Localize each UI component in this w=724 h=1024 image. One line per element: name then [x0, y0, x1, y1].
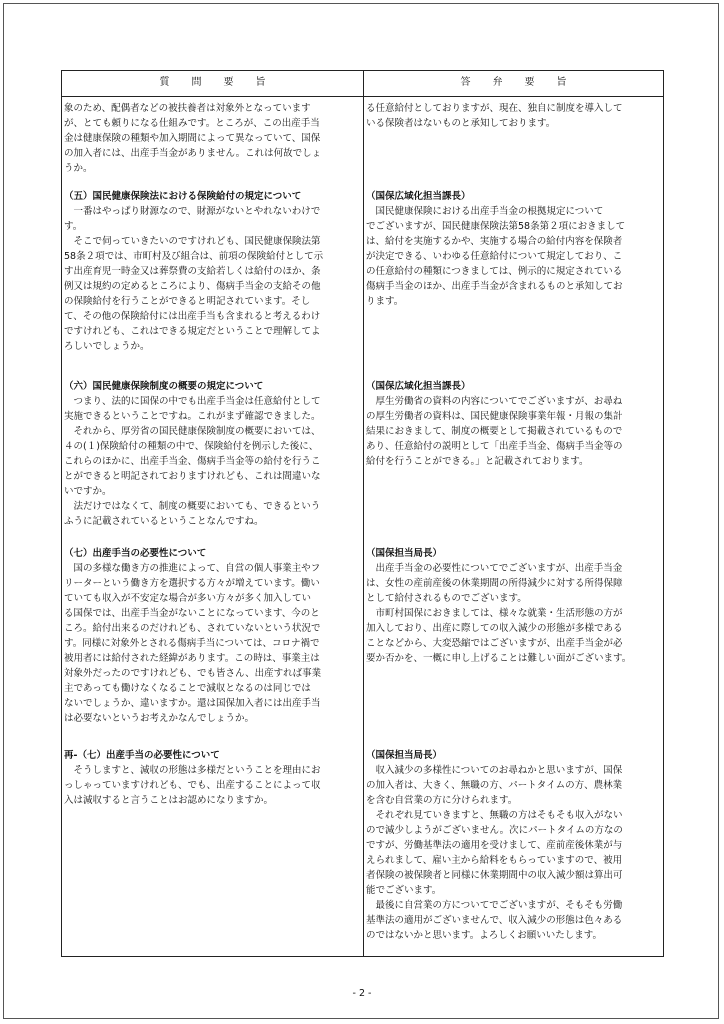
- answer-text-line: として給付されるものでございます。: [366, 593, 527, 604]
- question-block: [64, 748, 360, 808]
- answer-text-line: あり、任意給付の説明として「出産手当金、傷病手当金等の: [366, 441, 623, 452]
- header-char: 要: [524, 77, 535, 88]
- question-text-line: ４の(１)保険給付の種類の中で、保険給付を例示した後に、: [64, 441, 319, 452]
- question-text-line: す。: [64, 221, 83, 232]
- answer-block: [366, 189, 662, 309]
- answer-heading: （国保広域化担当課長）: [366, 381, 471, 392]
- answer-text-line: は、女性の産前産後の休業期間の所得減少に対する所得保障: [366, 578, 623, 589]
- question-text-line: いですか。: [64, 486, 112, 497]
- answer-text-line: 市町村国保におきましては、様々な就業・生活形態の方が: [366, 608, 623, 619]
- question-text-line: そうしますと、減収の形態は多様だということを理由にお: [64, 765, 321, 776]
- answer-text-line: の厚生労働者の資料は、国民健康保険事業年報・月報の集計: [366, 411, 623, 422]
- answer-heading: （国保担当局長）: [366, 548, 443, 559]
- answer-text-line: ですが、労働基準法の適用を受けまして、産前産後休業が与: [366, 840, 623, 851]
- answer-text-line: る任意給付としておりますが、現在、独自に制度を導入して: [366, 103, 623, 114]
- answer-block: [366, 546, 662, 666]
- header-char: 要: [223, 77, 234, 88]
- answer-text-line: えられまして、雇い主から給料をもらっていますので、被用: [366, 855, 623, 866]
- header-char: 旨: [556, 77, 567, 88]
- question-text-line: 金は健康保険の種類や加入期間によって異なっていて、国保: [64, 133, 321, 144]
- question-text-line: 入は減収すると言うことはお認めになりますか。: [64, 795, 274, 806]
- answer-text-line: 能でございます。: [366, 885, 442, 896]
- question-block: [64, 101, 360, 176]
- header-char: 旨: [255, 77, 266, 88]
- answer-text-line: いる保険者はないものと承知しております。: [366, 118, 556, 129]
- answer-text-line: を含む自営業の方に分けられます。: [366, 795, 518, 806]
- question-heading: （七）出産手当の必要性について: [64, 548, 207, 559]
- answer-text-line: 最後に自営業の方についてでございますが、そもそも労働: [366, 900, 623, 911]
- answer-text-line: 国民健康保険における出産手当金の根拠規定について: [366, 206, 604, 217]
- question-text-line: す。同様に対象外とされる傷病手当については、コロナ禍で: [64, 638, 320, 649]
- question-text-line: うか。: [64, 163, 93, 174]
- question-text-line: 法だけではなくて、制度の概要においても、できるという: [64, 501, 321, 512]
- question-text-line: の保険給付を行うことができると明記されています。そし: [64, 296, 311, 307]
- header-question-summary: [62, 71, 363, 95]
- answer-text-line: 厚生労働省の資料の内容についてでございますが、お尋ね: [366, 396, 623, 407]
- answer-text-line: 者保険の被保険者と同様に休業期間中の収入減少額は算出可: [366, 870, 623, 881]
- question-text-line: 58条２項では、市町村及び組合は、前項の保険給付として示: [64, 251, 324, 262]
- question-text-line: 例又は規約の定めるところにより、傷病手当金の支給その他: [64, 281, 321, 292]
- question-text-line: 象のため、配偶者などの被扶養者は対象外となっています: [64, 103, 311, 114]
- question-block: [64, 189, 360, 354]
- header-char: 答: [460, 77, 471, 88]
- answer-text-line: のではないかと思います。よろしくお願いいたします。: [366, 930, 602, 941]
- answer-text-line: 基準法の適用がございませんで、収入減少の形態は色々ある: [366, 915, 623, 926]
- question-text-line: ないでしょうか、違いますか。還は国保加入者には出産手当: [64, 698, 321, 709]
- answer-text-line: 加入しており、出産に際しての収入減少の形態が多様である: [366, 623, 623, 634]
- answer-heading: （国保担当局長）: [366, 750, 443, 761]
- question-block: [64, 546, 360, 726]
- answer-block: [366, 101, 662, 131]
- question-text-line: それから、厚労省の国民健康保険制度の概要においては、: [64, 426, 321, 437]
- answer-text-line: の任意給付の種類につきましては、例示的に規定されている: [366, 266, 623, 277]
- header-char: 質: [159, 77, 170, 88]
- question-text-line: とができると明記されておりますけれども、これは間違いな: [64, 471, 321, 482]
- answer-text-line: 出産手当金の必要性についてでございますが、出産手当金: [366, 563, 623, 574]
- answer-text-line: 収入減少の多様性についてのお尋ねかと思いますが、国保: [366, 765, 623, 776]
- question-text-line: 国の多様な働き方の推進によって、自営の個人事業主やフ: [64, 563, 321, 574]
- question-heading: 再-（七）出産手当の必要性について: [64, 750, 220, 761]
- question-text-line: 一番はやっぱり財源なので、財源がないとやれないわけで: [64, 206, 321, 217]
- question-text-line: 被用者には給付された経緯があります。この時は、事業主は: [64, 653, 320, 664]
- question-text-line: ろしいでしょうか。: [64, 341, 150, 352]
- header-char: 弁: [492, 77, 503, 88]
- answer-heading: （国保広域化担当課長）: [366, 191, 471, 202]
- answer-text-line: 結果におきまして、制度の概要として掲載されているもので: [366, 426, 623, 437]
- answer-text-line: それぞれ見ていきますと、無職の方はそもそも収入がない: [366, 810, 623, 821]
- question-text-line: の加入者には、出産手当金がありません。これは何故でしょ: [64, 148, 322, 159]
- answer-text-line: の加入者は、大きく、無職の方、パートタイムの方、農林業: [366, 780, 623, 791]
- question-text-line: ていても収入が不安定な場合が多い方々が多く加入してい: [64, 593, 312, 604]
- header-answer-summary: [363, 71, 664, 95]
- answer-text-line: 給付を行うことができる。」と記載されております。: [366, 456, 589, 467]
- question-heading: （六）国民健康保険制度の概要の規定について: [64, 381, 264, 392]
- question-text-line: そこで伺っていきたいのですけれども、国民健康保険法第: [64, 236, 321, 247]
- answer-text-line: でございますが、国民健康保険法第58条第２項におきまして: [366, 221, 626, 232]
- question-text-line: ですけれども、これはできる規定だということで理解してよ: [64, 326, 321, 337]
- question-text-line: 実施できるということですね。これがまず確認できました。: [64, 411, 321, 422]
- answer-text-line: は、給付を実施するかや、実施する場合の給付内容を保険者: [366, 236, 623, 247]
- question-text-line: 主であっても働けなくなることで減収となるのは同じでは: [64, 683, 311, 694]
- question-text-line: る国保では、出産手当金がないことになっています、今のと: [64, 608, 320, 619]
- question-text-line: つまり、法的に国保の中でも出産手当金は任意給付として: [64, 396, 321, 407]
- question-text-line: す出産育児一時金又は葬祭費の支給若しくは給付のほか、条: [64, 266, 321, 277]
- answer-text-line: 要か否かを、一概に申し上げることは難しい面がございます。: [366, 653, 632, 664]
- question-text-line: て、その他の保険給付には出産手当も含まれると考えるわけ: [64, 311, 321, 322]
- answer-block: [366, 748, 662, 943]
- answer-text-line: ので減少しようがございません。次にパートタイムの方なの: [366, 825, 623, 836]
- header-char: 問: [191, 77, 202, 88]
- column-divider: [363, 71, 364, 956]
- question-text-line: は必要ないというお考えかなんでしょうか。: [64, 713, 255, 724]
- page-number: - 2 -: [352, 988, 372, 999]
- question-text-line: が、とても頼りになる仕組みです。ところが、この出産手当: [64, 118, 320, 129]
- answer-text-line: 傷病手当金のほか、出産手当金が含まれるものと承知してお: [366, 281, 623, 292]
- question-text-line: ふうに記載されているということなんですね。: [64, 516, 264, 527]
- answer-text-line: が決定できる、いわゆる任意給付について規定しており、こ: [366, 251, 623, 262]
- question-text-line: 対象外だったのですけれども、でも皆さん、出産すれば事業: [64, 668, 322, 679]
- answer-block: [366, 379, 662, 469]
- question-heading: （五）国民健康保険法における保険給付の規定について: [64, 191, 302, 202]
- question-text-line: ころ。給付出来るのだけれども、されていないという状況で: [64, 623, 321, 634]
- answer-text-line: ります。: [366, 296, 404, 307]
- answer-text-line: ことなどから、大変恐縮ではございますが、出産手当金が必: [366, 638, 623, 649]
- question-block: [64, 379, 360, 529]
- question-text-line: っしゃっていますけれども、でも、出産することによって収: [64, 780, 321, 791]
- qa-table: [61, 70, 664, 957]
- question-text-line: これらのほかに、出産手当金、傷病手当金等の給付を行うこ: [64, 456, 321, 467]
- question-text-line: リーターという働き方を選択する方々が増えています。働い: [64, 578, 320, 589]
